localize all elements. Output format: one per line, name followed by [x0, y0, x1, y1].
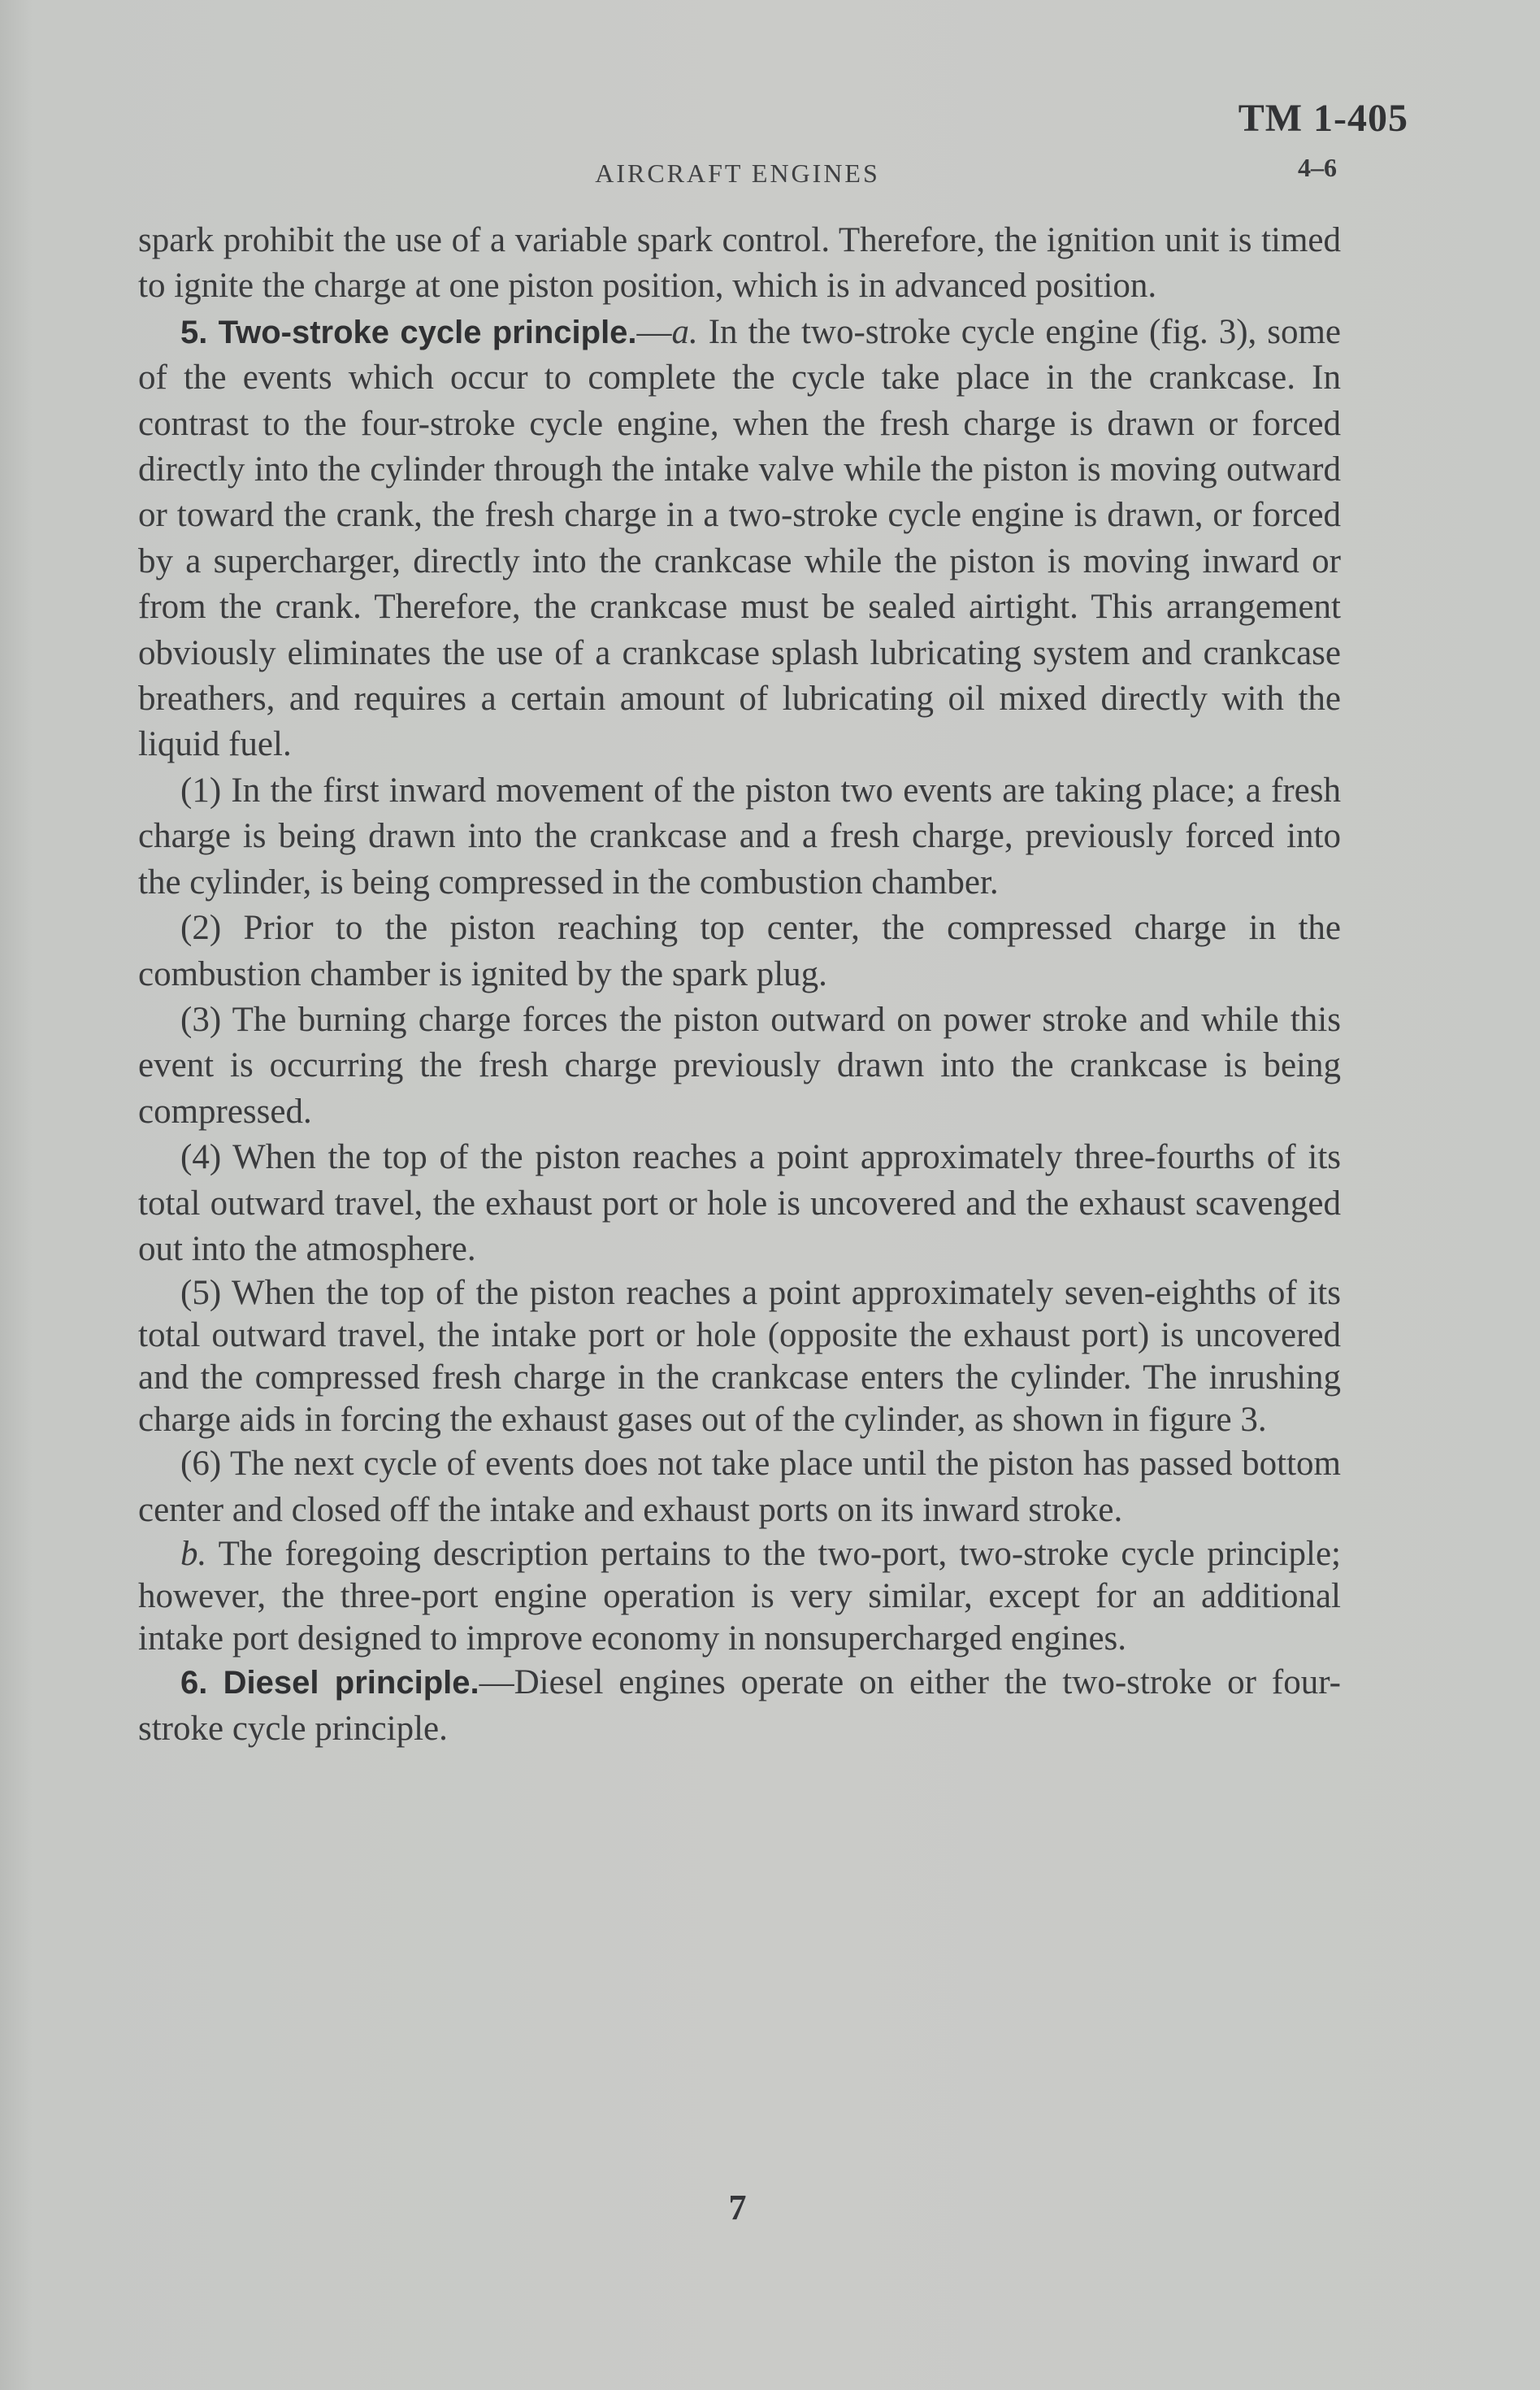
paragraph-b [138, 1533, 1341, 1660]
paragraph-two-stroke-intro [138, 310, 1341, 768]
page-number: 7 [728, 2188, 747, 2227]
paragraph-diesel [138, 1660, 1341, 1752]
paragraph-step-4: (4) When the top of the piston reaches a point approximately three-fourths of its total outward travel, the exhaust port or hole is uncovered and the exhaust scavenged out into the atmosphere. [138, 1138, 1341, 1268]
paragraph-text: The foregoing description pertains to the two-port, two-stroke cycle principle; however, the three-port engine operation is very similar, except for an additional intake port designed to improve economy in nonsupercharged engines. [138, 1535, 1341, 1658]
section-range: 4–6 [1298, 153, 1337, 182]
document-id: TM 1-405 [1238, 97, 1408, 140]
paragraph-text: —Diesel engines operate on either the two-stroke or four-stroke cycle principle. [138, 1663, 1341, 1748]
paragraph-step-2: (2) Prior to the piston reaching top center, the compressed charge in the combustion chamber is ignited by the spark plug. [138, 909, 1341, 993]
section-heading-two-stroke: 5. Two-stroke cycle principle. [180, 314, 637, 350]
subparagraph-letter-b: b. [180, 1535, 207, 1574]
paragraph-step-3: (3) The burning charge forces the piston outward on power stroke and while this event is occurring the fresh charge previously drawn into the crankcase is being compressed. [138, 1000, 1341, 1131]
paragraph-text: In the two-stroke cycle engine (fig. 3), some of the events which occur to complete the cycle take place in the crankcase. In contrast to the four-stroke cycle engine, when the fresh charge is drawn or forced directly into the cylinder through the intake valve while the piston is moving outward or toward the crank, the fresh charge in a two-stroke cycle engine is drawn, or forced by a supercharger, directly into the crankcase while the piston is moving inward or from the crank. Therefore, the crankcase must be sealed airtight. This arrangement obviously eliminates the use of a crankcase splash lubricating system and crankcase breathers, and requires a certain amount of lubricating oil mixed directly with the liquid fuel. [138, 312, 1341, 764]
paragraph-continued: spark prohibit the use of a variable spark control. Therefore, the ignition unit is timed to ignite the charge at one piston position, which is in advanced position. [138, 221, 1341, 306]
subparagraph-letter-a: a. [671, 312, 698, 351]
heading-dash: — [636, 312, 672, 351]
paragraph-step-5: (5) When the top of the piston reaches a point approximately seven-eighths of its total outward travel, the intake port or hole (opposite the exhaust port) is uncovered and the compressed fresh charge in the crankcase enters the cylinder. The inrushing charge aids in forcing the exhaust gases out of the cylinder, as shown in figure 3. [138, 1274, 1341, 1440]
section-heading-diesel: 6. Diesel principle. [180, 1665, 479, 1701]
running-title: AIRCRAFT ENGINES [595, 159, 880, 188]
paragraph-step-6: (6) The next cycle of events does not take place until the piston has passed bottom center and closed off the intake and exhaust ports on its inward stroke. [138, 1445, 1341, 1529]
paragraph-step-1: (1) In the first inward movement of the piston two events are taking place; a fresh charge is being drawn into the crankcase and a fresh charge, previously forced into the cylinder, is being compressed in the combustion chamber. [138, 771, 1341, 902]
body-text [138, 218, 1341, 1752]
